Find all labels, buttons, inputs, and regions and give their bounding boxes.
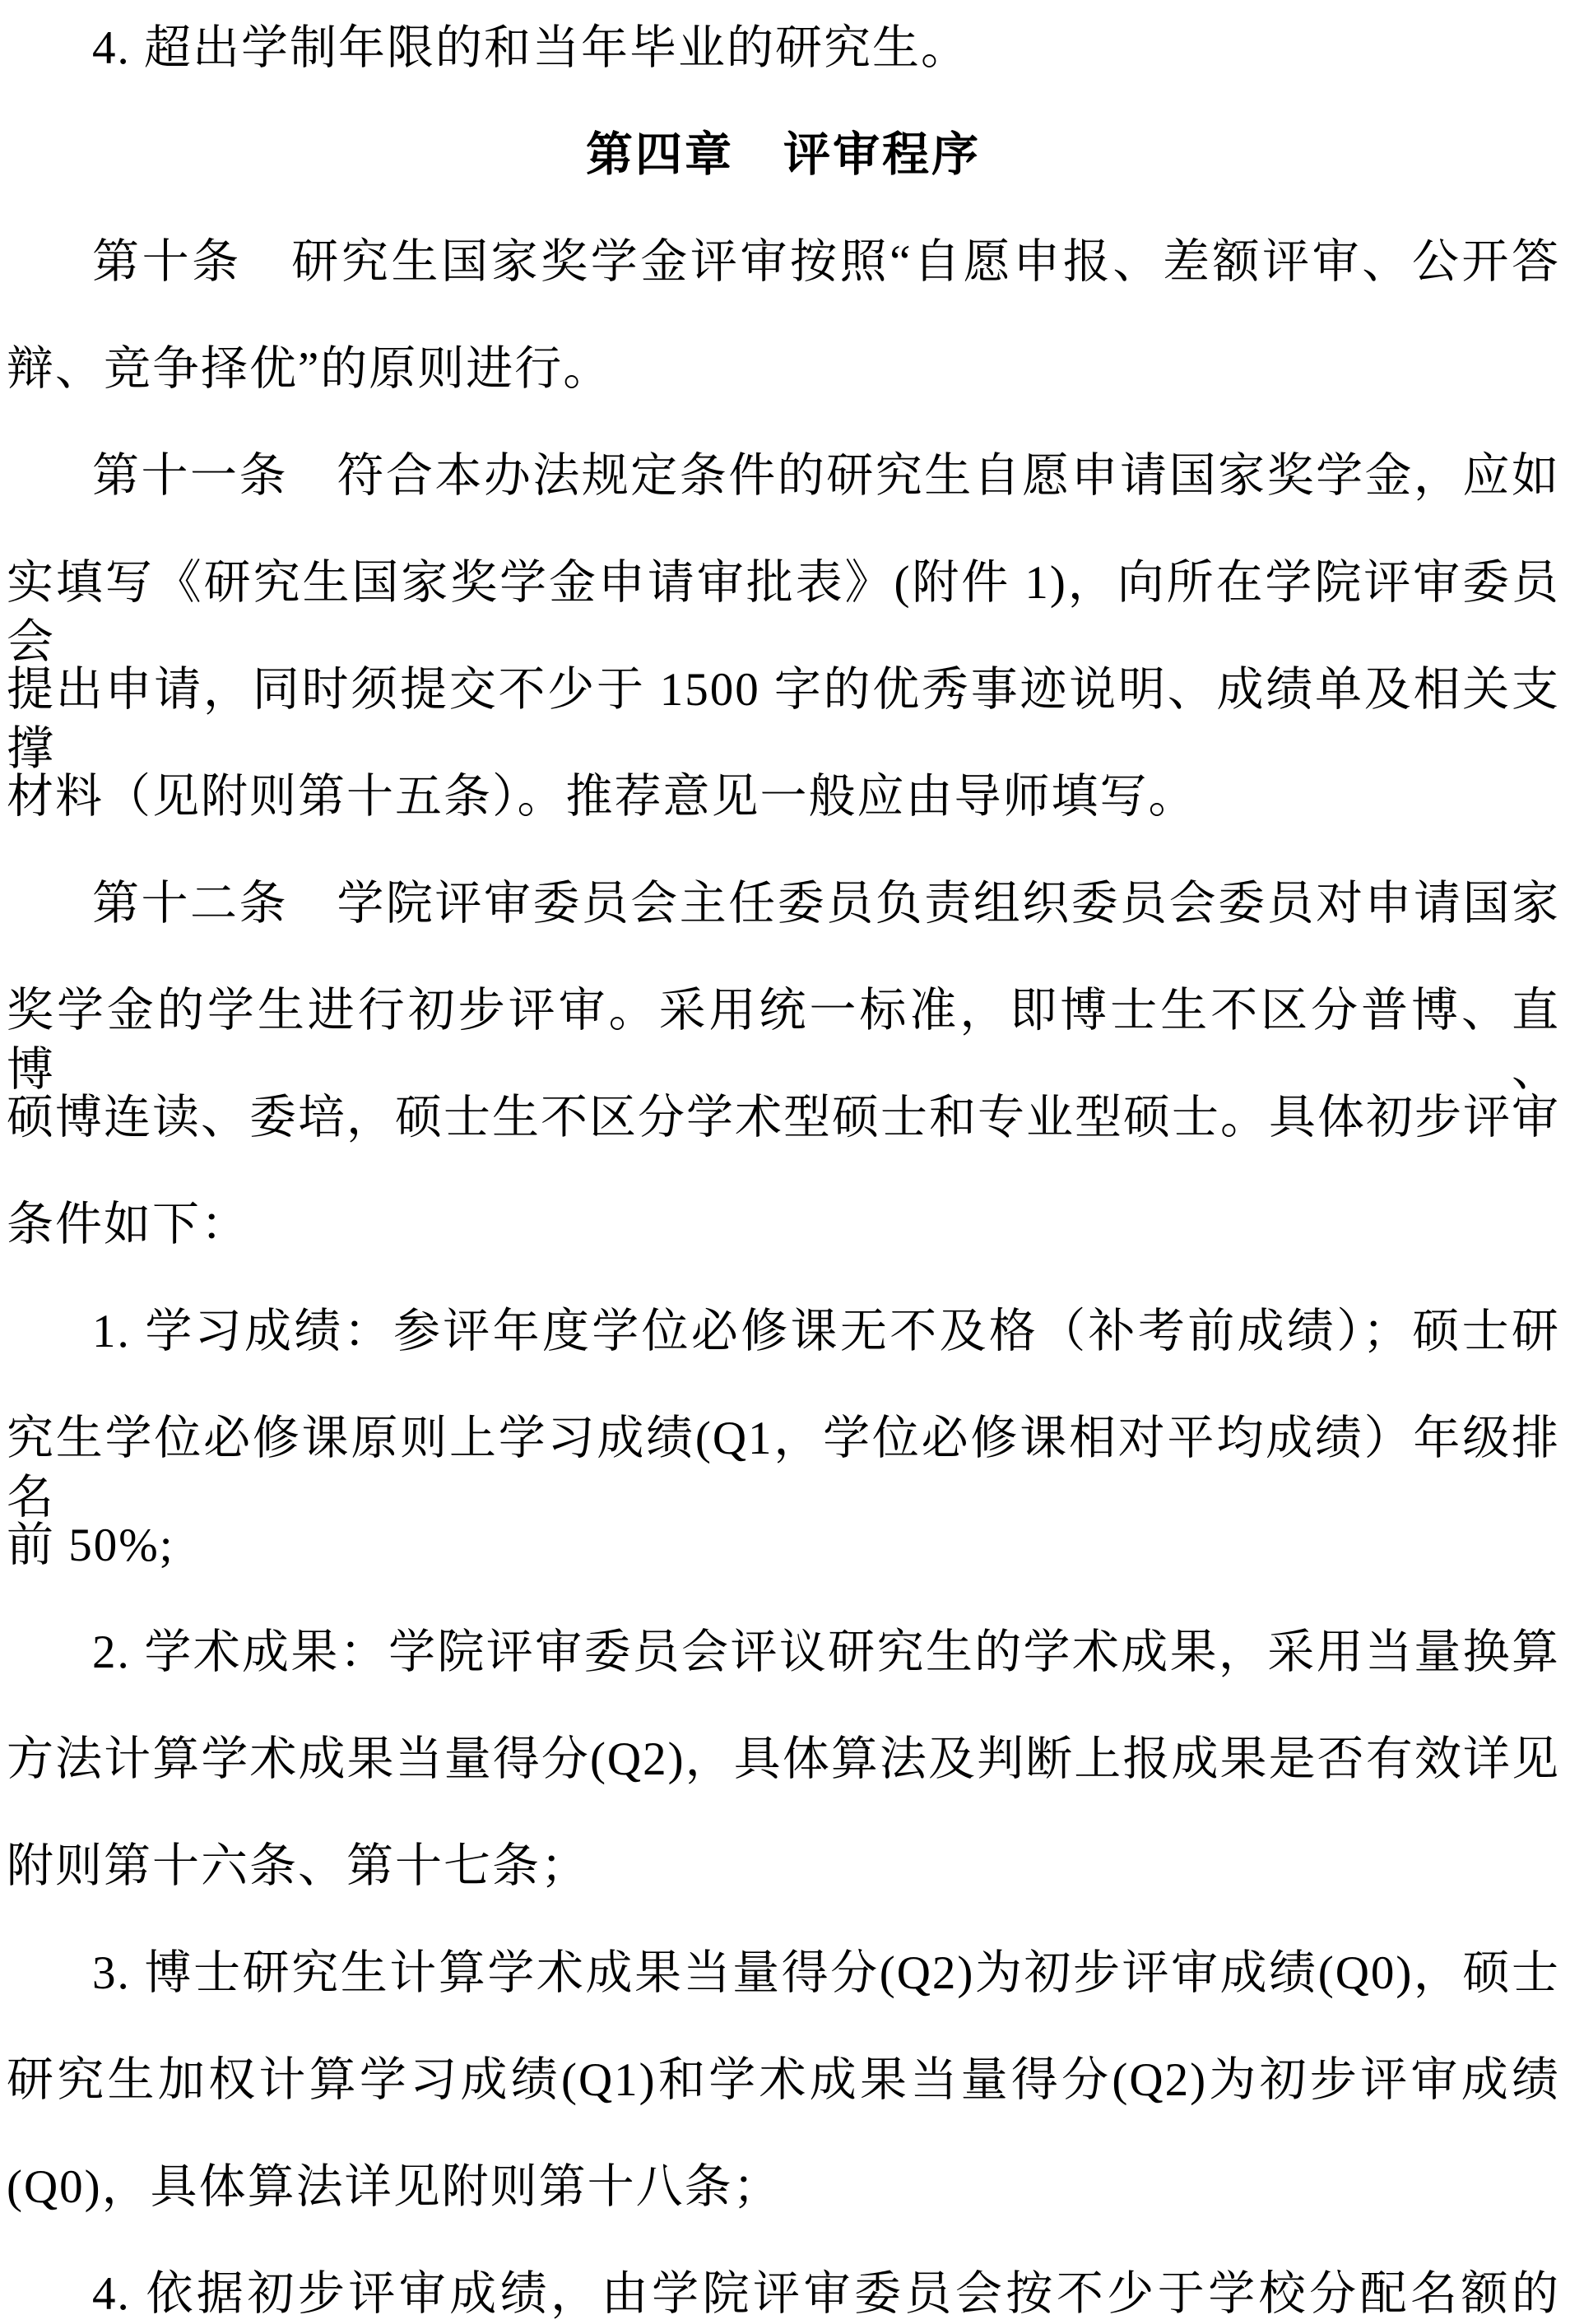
- criterion-2-line-2: 方法计算学术成果当量得分(Q2)，具体算法及判断上报成果是否有效详见: [7, 1733, 1560, 1785]
- article-12-line-3: 硕博连读、委培，硕士生不区分学术型硕士和专业型硕士。具体初步评审: [7, 1092, 1560, 1143]
- criterion-2-line-1: 2. 学术成果：学院评审委员会评议研究生的学术成果，采用当量换算: [92, 1626, 1560, 1678]
- article-11-line-1: 第十一条 符合本办法规定条件的研究生自愿申请国家奖学金，应如: [92, 450, 1560, 502]
- criterion-2-line-3: 附则第十六条、第十七条；: [7, 1840, 589, 1892]
- article-11-line-4: 材料（见附则第十五条）。推荐意见一般应由导师填写。: [7, 771, 1197, 823]
- criterion-4-line-1: 4. 依据初步评审成绩，由学院评审委员会按不少于学校分配名额的: [92, 2268, 1560, 2320]
- criterion-1-line-1: 1. 学习成绩：参评年度学位必修课无不及格（补考前成绩）；硕士研: [92, 1306, 1560, 1357]
- article-10-line-1: 第十条 研究生国家奖学金评审按照“自愿申报、差额评审、公开答: [92, 236, 1560, 288]
- article-12-line-1: 第十二条 学院评审委员会主任委员负责组织委员会委员对申请国家: [92, 878, 1560, 930]
- excluded-item-4-line: 4. 超出学制年限的和当年毕业的研究生。: [92, 22, 969, 74]
- criterion-1-line-2: 究生学位必修课原则上学习成绩(Q1，学位必修课相对平均成绩）年级排名: [7, 1412, 1560, 1524]
- article-12-line-4: 条件如下：: [7, 1199, 249, 1250]
- article-10-line-2: 辩、竞争择优”的原则进行。: [7, 343, 612, 395]
- criterion-1-line-3: 前 50%;: [7, 1519, 174, 1571]
- article-11-line-2: 实填写《研究生国家奖学金申请审批表》(附件 1)，向所在学院评审委员会: [7, 557, 1560, 668]
- criterion-3-line-1: 3. 博士研究生计算学术成果当量得分(Q2)为初步评审成绩(Q0)，硕士: [92, 1947, 1560, 1999]
- article-11-line-3: 提出申请，同时须提交不少于 1500 字的优秀事迹说明、成绩单及相关支撑: [7, 664, 1560, 775]
- chapter-4-heading: 第四章 评审程序: [586, 129, 981, 181]
- criterion-3-line-2: 研究生加权计算学习成绩(Q1)和学术成果当量得分(Q2)为初步评审成绩: [7, 2054, 1560, 2106]
- criterion-3-line-3: (Q0)，具体算法详见附则第十八条；: [7, 2161, 782, 2213]
- article-12-line-2: 奖学金的学生进行初步评审。采用统一标准，即博士生不区分普博、直博、: [7, 985, 1560, 1096]
